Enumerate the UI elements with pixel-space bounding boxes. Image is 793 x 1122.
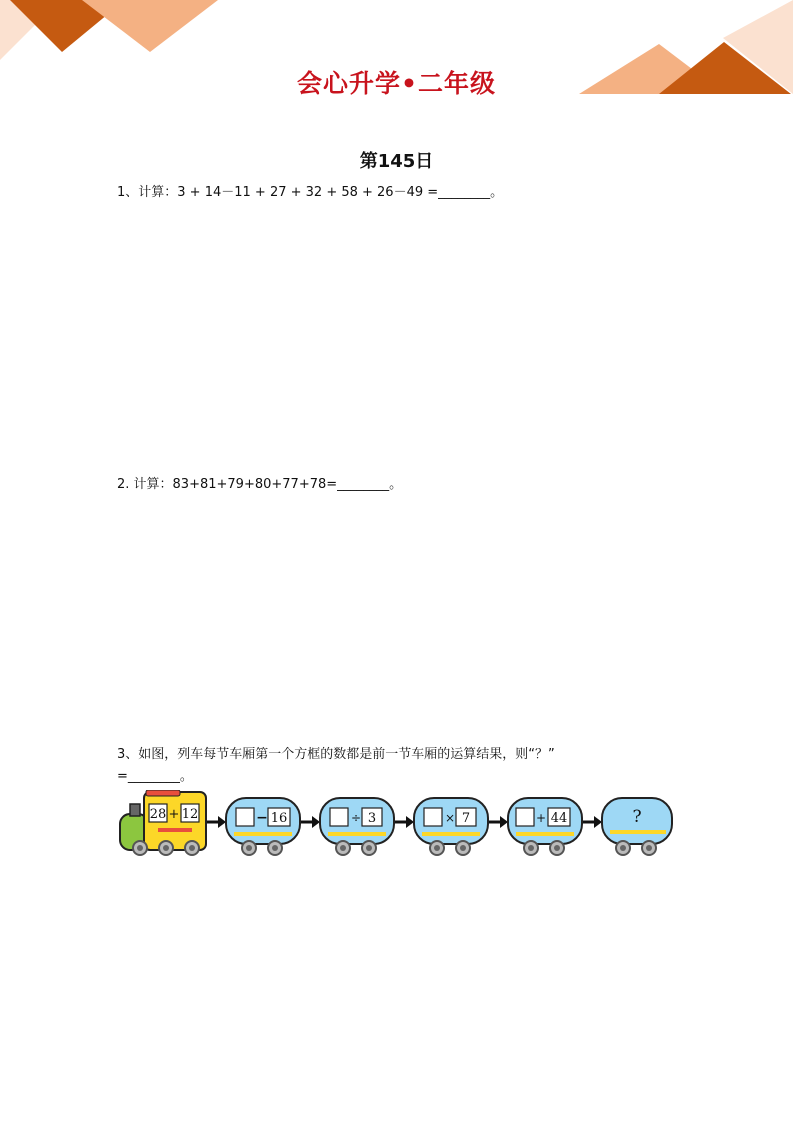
arrow-icon	[489, 816, 508, 828]
engine	[120, 790, 206, 856]
header-title: 会心升学•二年级	[297, 69, 496, 98]
train-car-last	[602, 798, 672, 856]
engine-operator: +	[168, 807, 180, 822]
train-car-4	[508, 798, 582, 856]
engine-number-a: 28	[149, 807, 167, 822]
arrow-icon	[583, 816, 602, 828]
arrow-icon	[301, 816, 320, 828]
question-1: 1、计算：3 + 14－11 + 27 + 32 + 58 + 26－49 =________。	[117, 185, 504, 200]
car-4-number: 44	[550, 811, 568, 826]
question-3-answer-line: =________。	[117, 769, 193, 784]
car-1-number: 16	[270, 811, 288, 826]
arrow-icon	[207, 816, 226, 828]
car-2-operator: ÷	[350, 811, 362, 825]
car-3-operator: ×	[444, 811, 456, 825]
question-2: 2. 计算：83+81+79+80+77+78=________。	[117, 477, 403, 492]
car-1-operator: −	[256, 810, 268, 826]
car-2-number: 3	[367, 811, 377, 826]
last-car-question-mark: ?	[632, 807, 642, 827]
engine-number-b: 12	[181, 807, 199, 822]
train-car-1	[226, 798, 300, 856]
train-car-2	[320, 798, 394, 856]
page-title: 第145日	[359, 151, 434, 172]
arrow-icon	[395, 816, 414, 828]
train-diagram	[118, 790, 678, 860]
car-3-number: 7	[461, 811, 471, 826]
car-4-operator: +	[535, 811, 547, 825]
question-3: 3、如图，列车每节车厢第一个方框的数都是前一节车厢的运算结果，则“？”	[117, 747, 555, 762]
train-car-3	[414, 798, 488, 856]
